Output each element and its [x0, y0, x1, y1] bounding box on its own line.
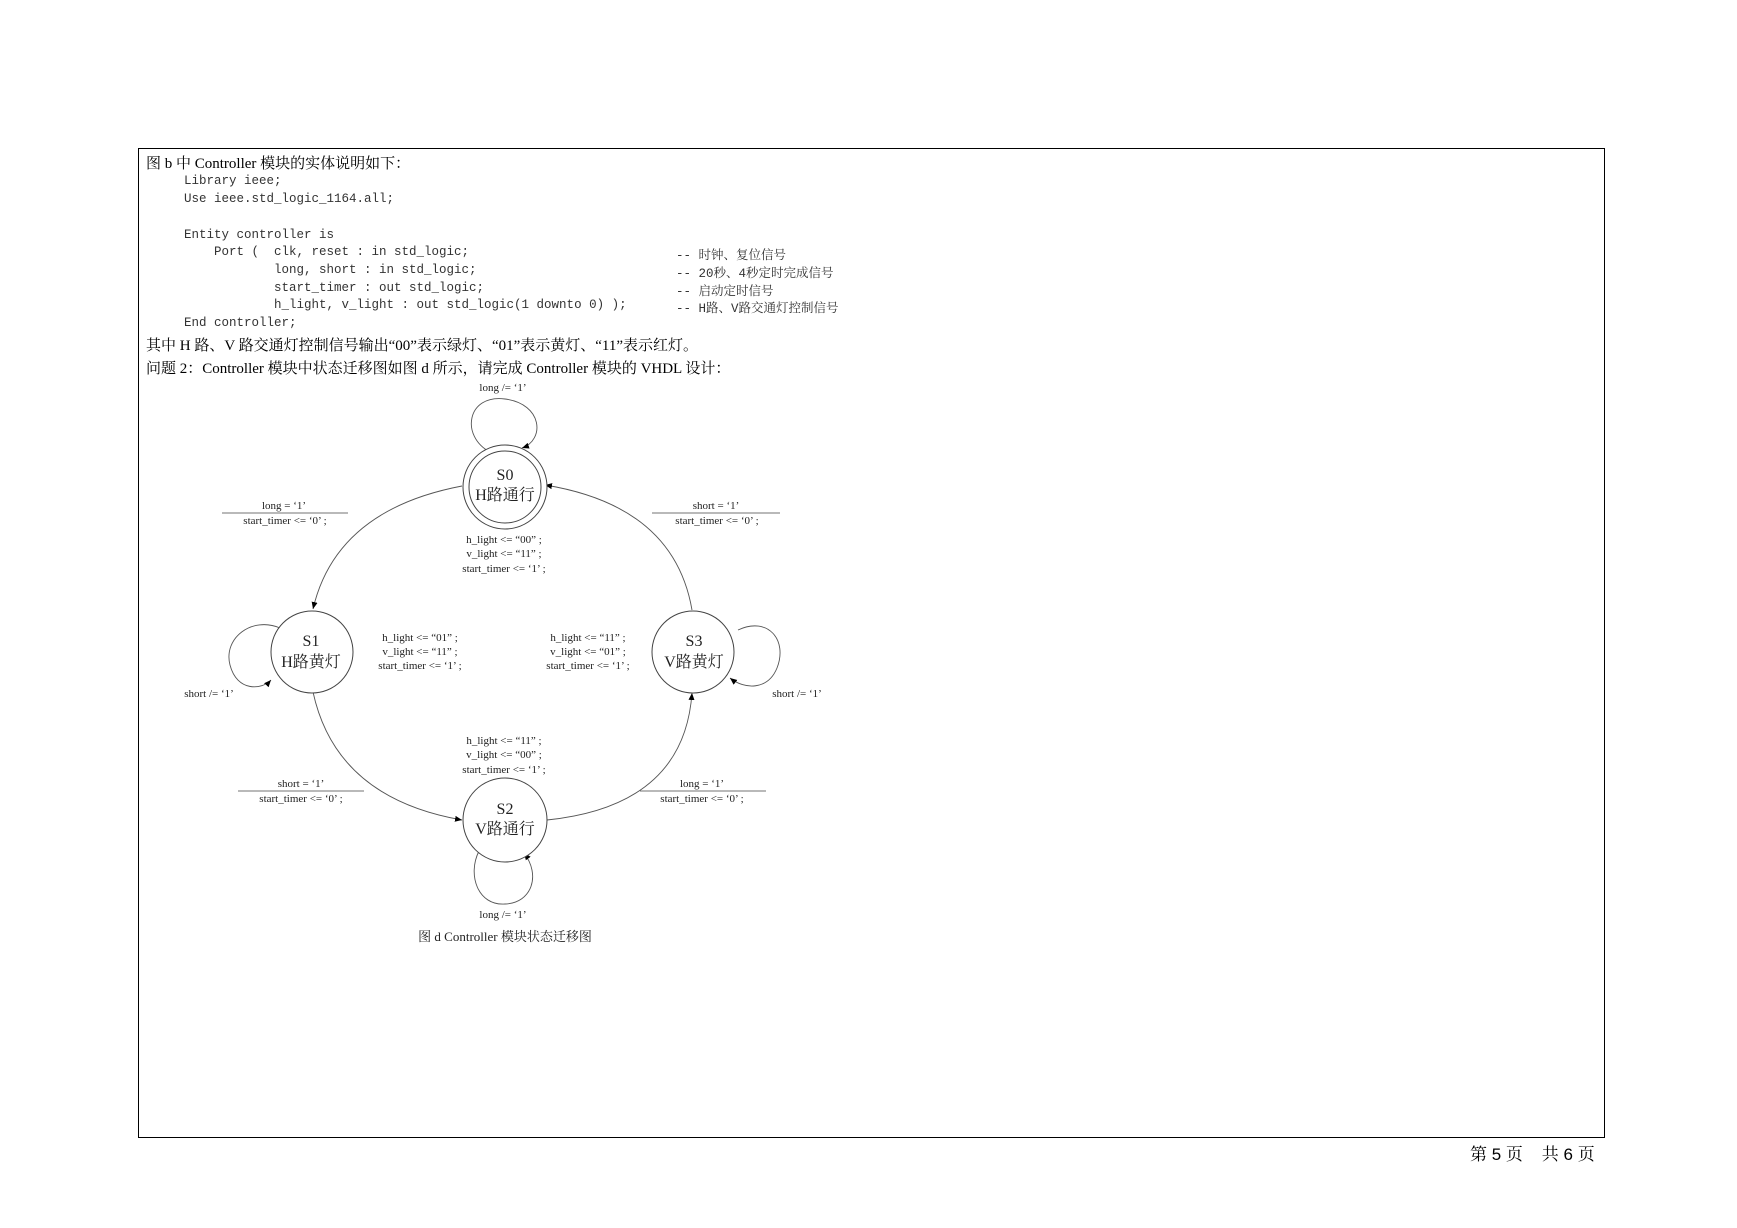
page-footer: 第 5 页 共 6 页	[1470, 1145, 1595, 1164]
state-s2	[463, 778, 547, 862]
loop-s2-label: long /= ‘1’	[479, 909, 527, 921]
output-s2-line: start_timer <= ‘1’ ;	[462, 764, 546, 776]
output-s1-line: v_light <= “11” ;	[382, 646, 458, 658]
trans-s3-s0-action: start_timer <= ‘0’ ;	[675, 515, 759, 527]
output-s2-line: v_light <= “00” ;	[466, 749, 542, 761]
state-s1	[271, 611, 353, 693]
output-s1-line: start_timer <= ‘1’ ;	[378, 660, 462, 672]
output-s2-line: h_light <= “11” ;	[466, 735, 542, 747]
trans-s2-s3-condition: long = ‘1’	[679, 778, 725, 790]
output-s0-line: h_light <= “00” ;	[466, 534, 542, 546]
output-s0-line: v_light <= “11” ;	[466, 548, 542, 560]
trans-s1-s2-action: start_timer <= ‘0’ ;	[259, 793, 343, 805]
state-s2-id: S2	[496, 801, 514, 818]
loop-s3-label: short /= ‘1’	[772, 688, 822, 700]
state-s3-id: S3	[685, 633, 703, 650]
state-s3	[652, 611, 734, 693]
note-text: 其中 H 路、V 路交通灯控制信号输出“00”表示绿灯、“01”表示黄灯、“11”表示红灯。	[146, 338, 699, 354]
state-s1-id: S1	[302, 633, 320, 650]
loop-s1-label: short /= ‘1’	[184, 688, 234, 700]
code-comment: -- 启动定时信号	[676, 285, 774, 299]
loop-s3	[730, 626, 780, 686]
intro-text: 图 b 中 Controller 模块的实体说明如下：	[146, 156, 411, 172]
state-s0-label: H路通行	[475, 487, 535, 504]
output-s3-line: v_light <= “01” ;	[550, 646, 626, 658]
code-comment: -- H路、V路交通灯控制信号	[676, 302, 839, 316]
loop-s0	[471, 399, 537, 452]
question-text: 问题 2：Controller 模块中状态迁移图如图 d 所示，请完成 Controller 模块的 VHDL 设计：	[146, 361, 731, 377]
state-s3-label: V路黄灯	[664, 654, 724, 671]
code-line: Port ( clk, reset : in std_logic;	[184, 245, 470, 259]
code-comment: -- 时钟、复位信号	[676, 249, 787, 263]
code-line: End controller;	[184, 316, 297, 330]
arc-s3-s0	[545, 485, 692, 610]
state-s2-label: V路通行	[475, 821, 535, 838]
code-line: h_light, v_light : out std_logic(1 downto 0) );	[184, 298, 627, 312]
arc-s0-s1	[313, 486, 462, 609]
code-line: Use ieee.std_logic_1164.all;	[184, 192, 395, 206]
trans-s1-s2-condition: short = ‘1’	[277, 778, 325, 790]
code-line: Entity controller is	[184, 228, 335, 242]
output-s3-line: h_light <= “11” ;	[550, 632, 626, 644]
code-line: Library ieee;	[184, 174, 282, 188]
code-line: start_timer : out std_logic;	[184, 281, 485, 295]
code-comment: -- 20秒、4秒定时完成信号	[676, 267, 834, 281]
trans-s3-s0-condition: short = ‘1’	[692, 500, 740, 512]
code-line: long, short : in std_logic;	[184, 263, 477, 277]
state-s1-label: H路黄灯	[281, 654, 341, 671]
trans-s0-s1-action: start_timer <= ‘0’ ;	[243, 515, 327, 527]
state-s0-id: S0	[496, 467, 514, 484]
trans-s2-s3-action: start_timer <= ‘0’ ;	[660, 793, 744, 805]
output-s1-line: h_light <= “01” ;	[382, 632, 458, 644]
output-s3-line: start_timer <= ‘1’ ;	[546, 660, 630, 672]
trans-s0-s1-condition: long = ‘1’	[261, 500, 307, 512]
output-s0-line: start_timer <= ‘1’ ;	[462, 563, 546, 575]
loop-s0-label: long /= ‘1’	[479, 382, 527, 394]
figure-caption: 图 d Controller 模块状态迁移图	[418, 929, 592, 944]
